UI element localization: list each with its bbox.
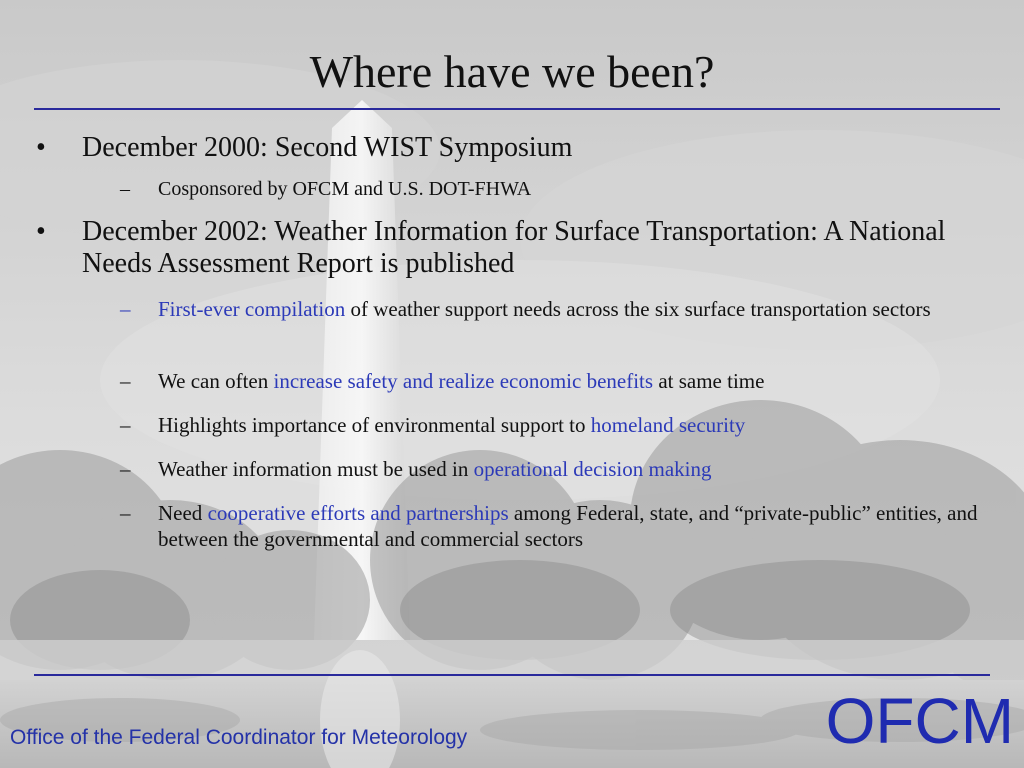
highlight-text: cooperative efforts and partnerships xyxy=(207,501,509,525)
sub-bullet-item xyxy=(120,456,988,482)
sub-bullet-text: of weather support needs across the six surface transportation sectors xyxy=(345,297,931,321)
bullet-item xyxy=(36,132,1002,164)
bullet-glyph: • xyxy=(36,216,46,247)
bullet-glyph: • xyxy=(36,132,46,163)
sub-bullet-text: at same time xyxy=(653,369,765,393)
sub-bullet-item xyxy=(120,176,988,202)
sub-bullet-text: Need xyxy=(158,501,208,525)
sub-bullet-text: We can often xyxy=(158,369,274,393)
dash-glyph: – xyxy=(120,457,131,481)
highlight-text: operational decision making xyxy=(473,457,712,481)
sub-bullet-text: Weather information must be used in xyxy=(158,457,474,481)
sub-bullet-item xyxy=(120,368,988,394)
ofcm-logo: OFCM xyxy=(825,685,1014,757)
dash-glyph: – xyxy=(120,413,131,437)
highlight-text: First-ever compilation xyxy=(158,297,346,321)
highlight-text: homeland security xyxy=(590,413,746,437)
sub-bullet-text: Cosponsored by OFCM and U.S. DOT-FHWA xyxy=(158,178,532,200)
footer-organization: Office of the Federal Coordinator for Meteorology xyxy=(10,726,468,749)
sub-bullet-text: Highlights importance of environmental support to xyxy=(158,413,591,437)
slide-title: Where have we been? xyxy=(309,46,715,97)
bullet-text: December 2000: Second WIST Symposium xyxy=(82,132,573,163)
dash-glyph: – xyxy=(120,178,130,200)
highlight-text: increase safety and realize economic benefits xyxy=(273,369,654,393)
sub-bullet-item xyxy=(120,412,988,438)
bullet-item xyxy=(36,216,1002,280)
dash-glyph: – xyxy=(120,297,131,321)
footer-divider xyxy=(34,674,990,676)
sub-bullet-item xyxy=(120,500,988,552)
sub-bullet-item xyxy=(120,296,988,322)
dash-glyph: – xyxy=(120,369,131,393)
sub-bullet-text: among Federal, state, and “private-public” entities, and between the governmental and commercial sectors xyxy=(158,501,978,551)
bullet-text: December 2002: Weather Information for Surface Transportation: A National Needs Assessment Report is published xyxy=(82,216,946,279)
dash-glyph: – xyxy=(120,501,131,525)
